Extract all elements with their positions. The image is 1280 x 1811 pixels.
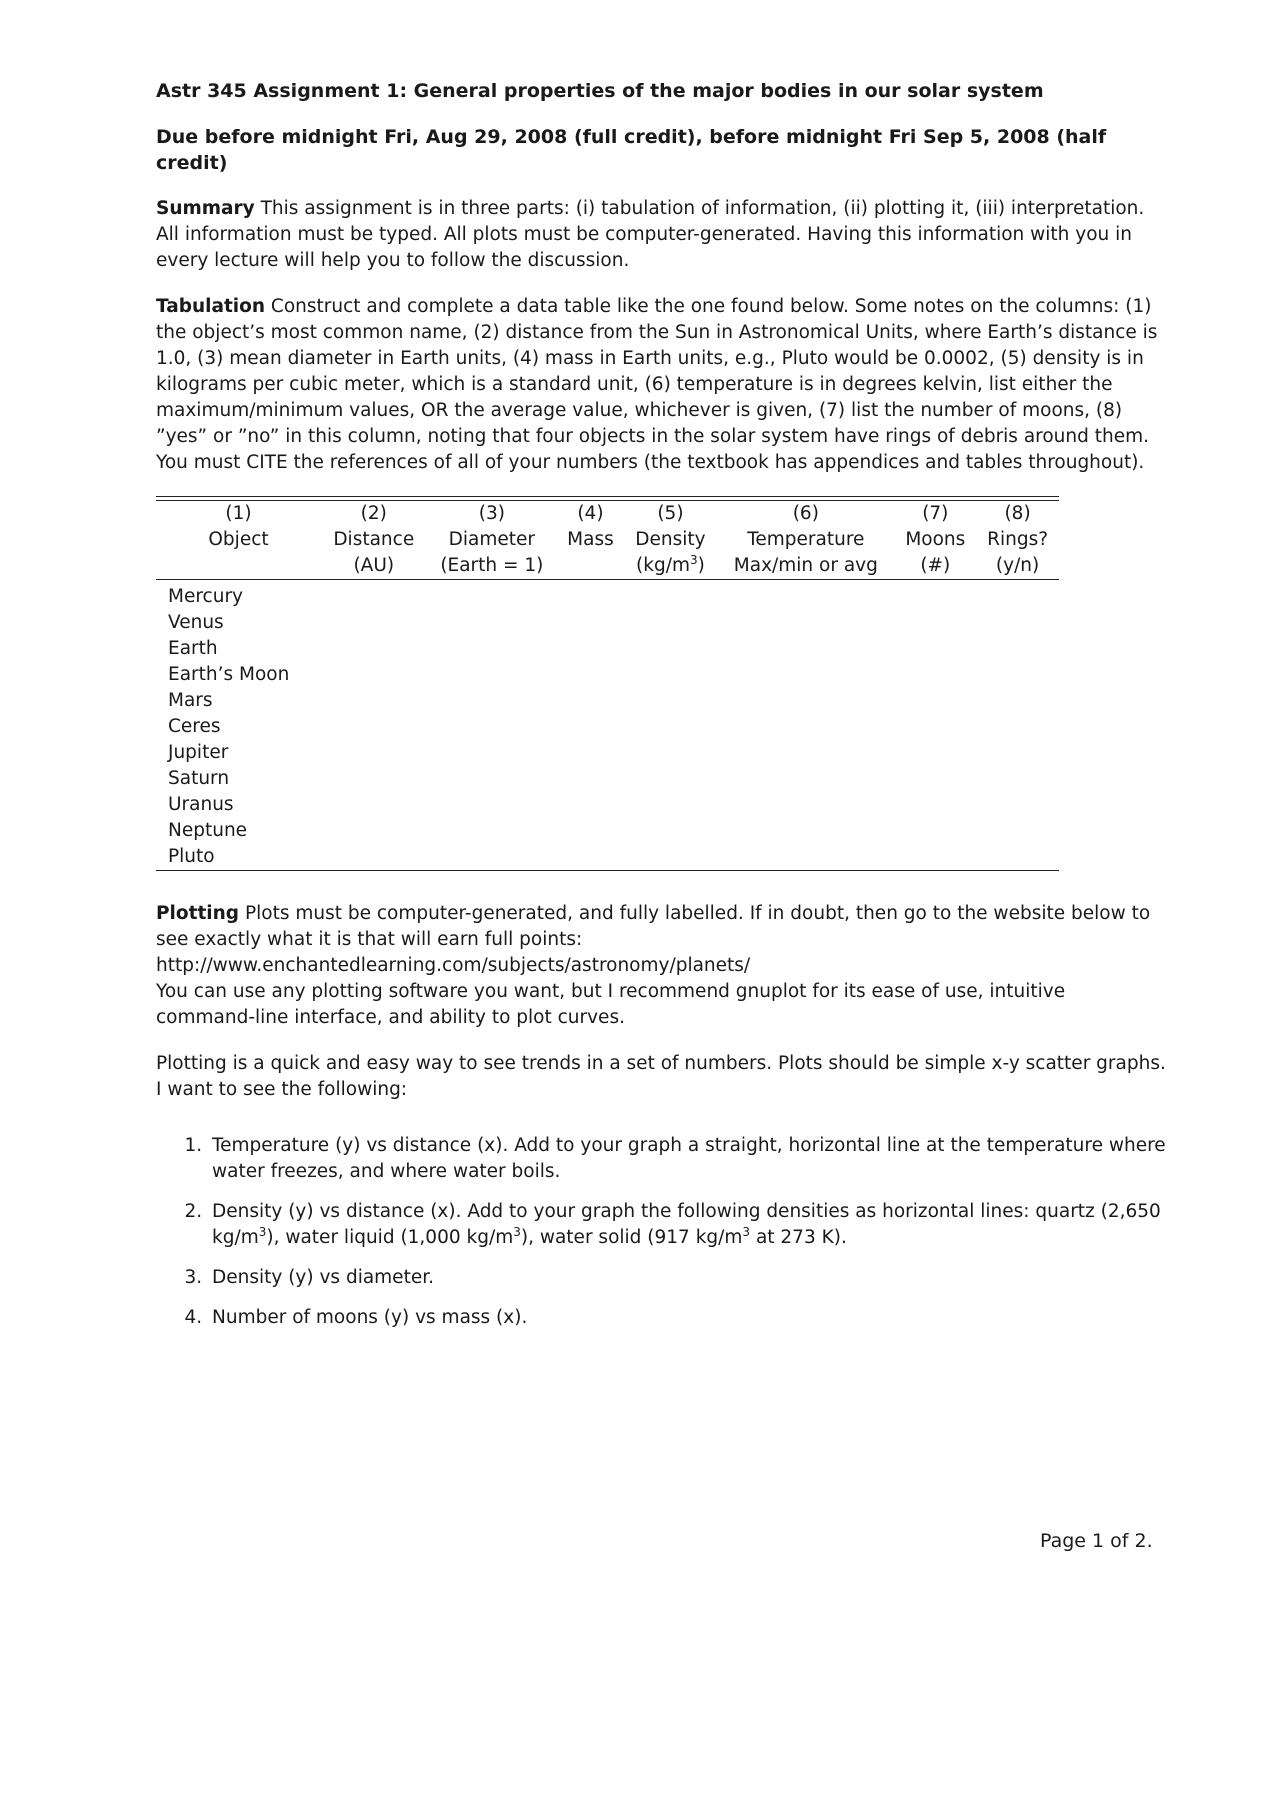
table-row [156, 662, 1059, 688]
table-row [156, 740, 1059, 766]
object-name: Neptune [168, 820, 248, 841]
col-name: Distance [333, 529, 415, 550]
table-row [156, 580, 1059, 611]
table-header-names [156, 527, 1059, 553]
table-row [156, 610, 1059, 636]
col-num: (6) [717, 501, 894, 528]
table-row [156, 714, 1059, 740]
col-name: Object [208, 529, 269, 550]
plotting-text: Plots must be computer-generated, and fully labelled. If in doubt, then go to the website below to see exactly what it is that will earn full points: [156, 903, 1151, 950]
list-item: 2. Density (y) vs distance (x). Add to your graph the following densities as horizontal lines: quartz (2,650 $kg/m^3$), water liquid (1,000 $kg/m^3$), water solid (917 $kg/m^3$ at 273 K). [208, 1199, 1168, 1251]
col-num: (3) [427, 501, 558, 528]
col-name: Moons [905, 529, 966, 550]
page-number: Page 1 of 2. [1040, 1530, 1153, 1552]
col-num: (5) [624, 501, 718, 528]
summary-text: This assignment is in three parts: (i) tabulation of information, (ii) plotting it, (iii) interpretation. All information must be typed. All plots must be computer-generated. Having this information with you in every lecture will help you to follow the discussion. [156, 198, 1145, 271]
plotting-software-text: You can use any plotting software you want, but I recommend gnuplot for its ease of use, intuitive command-line interface, and ability to plot curves. [156, 981, 1066, 1028]
table-row [156, 688, 1059, 714]
object-name: Saturn [168, 768, 230, 789]
table-row [156, 792, 1059, 818]
col-unit [156, 553, 321, 580]
tabulation-text: Construct and complete a data table like the one found below. Some notes on the columns: (1) the object’s most common name, (2) distance from the Sun in Astronomical Units, where Earth’s distance is 1.0, (3) mean diameter in Earth units, (4) mass in Earth units, e.g., Pluto would be 0.0002, (5) density is in kilograms per cubic meter, which is a standard unit, (6) temperature is in degrees kelvin, list either the maximum/minimum values, OR the average value, whichever is given, (7) list the number of moons, (8) ”yes” or ”no” in this column, noting that four objects in the solar system have rings of debris around them. You must CITE the references of all of your numbers (the textbook has appendices and tables throughout). [156, 296, 1158, 473]
tabulation-heading: Tabulation [156, 296, 266, 317]
table-header-units [156, 553, 1059, 580]
due-date: Due before midnight Fri, Aug 29, 2008 (full credit), before midnight Fri Sep 5, 2008 (half credit) [156, 126, 1107, 174]
object-name: Pluto [156, 844, 321, 871]
col-num: (8) [976, 501, 1059, 528]
table-row [156, 636, 1059, 662]
col-num: (2) [321, 501, 426, 528]
col-num: (7) [894, 501, 976, 528]
summary-heading: Summary [156, 198, 255, 219]
list-item: 4. Number of moons (y) vs mass (x). [208, 1305, 1168, 1331]
table-row [156, 766, 1059, 792]
col-unit-density: $(kg/m^3)$ [624, 553, 718, 580]
object-name: Earth’s Moon [168, 664, 290, 685]
col-name: Density [635, 529, 706, 550]
list-item: 1. Temperature (y) vs distance (x). Add to your graph a straight, horizontal line at the temperature where water freezes, and where water boils. [208, 1133, 1168, 1185]
col-unit: (AU) [321, 553, 426, 580]
object-name: Earth [168, 638, 218, 659]
table-row [156, 844, 1059, 871]
plotting-heading: Plotting [156, 903, 240, 924]
col-name: Rings? [987, 529, 1049, 550]
planets-link[interactable]: http://www.enchantedlearning.com/subjects/astronomy/planets/ [156, 955, 751, 976]
object-name: Uranus [168, 794, 234, 815]
col-unit: (Earth = 1) [427, 553, 558, 580]
table-header-numbers [156, 501, 1059, 528]
col-unit: (y/n) [976, 553, 1059, 580]
col-name: Diameter [448, 529, 536, 550]
list-item: 3. Density (y) vs diameter. [208, 1265, 1168, 1291]
object-name: Jupiter [168, 742, 229, 763]
table-row [156, 818, 1059, 844]
col-unit: Max/min or avg [717, 553, 894, 580]
object-name: Mars [168, 690, 213, 711]
assignment-title: Astr 345 Assignment 1: General properties of the major bodies in our solar system [156, 80, 1044, 102]
col-name: Mass [567, 529, 614, 550]
plot-task-list [156, 1133, 1168, 1331]
object-name: Venus [168, 612, 224, 633]
tabulation-paragraph [156, 294, 1168, 476]
col-num: (1) [156, 501, 321, 528]
col-unit [557, 553, 624, 580]
plotting-intro: Plotting is a quick and easy way to see trends in a set of numbers. Plots should be simple x-y scatter graphs. I want to see the following: [156, 1053, 1166, 1100]
object-name: Mercury [168, 586, 243, 607]
data-table [156, 496, 1059, 871]
assignment-page [156, 78, 1168, 1345]
col-num: (4) [557, 501, 624, 528]
object-name: Ceres [168, 716, 221, 737]
plotting-paragraph [156, 901, 1168, 1031]
col-name: Temperature [747, 529, 865, 550]
col-unit: (#) [894, 553, 976, 580]
summary-paragraph [156, 196, 1168, 274]
